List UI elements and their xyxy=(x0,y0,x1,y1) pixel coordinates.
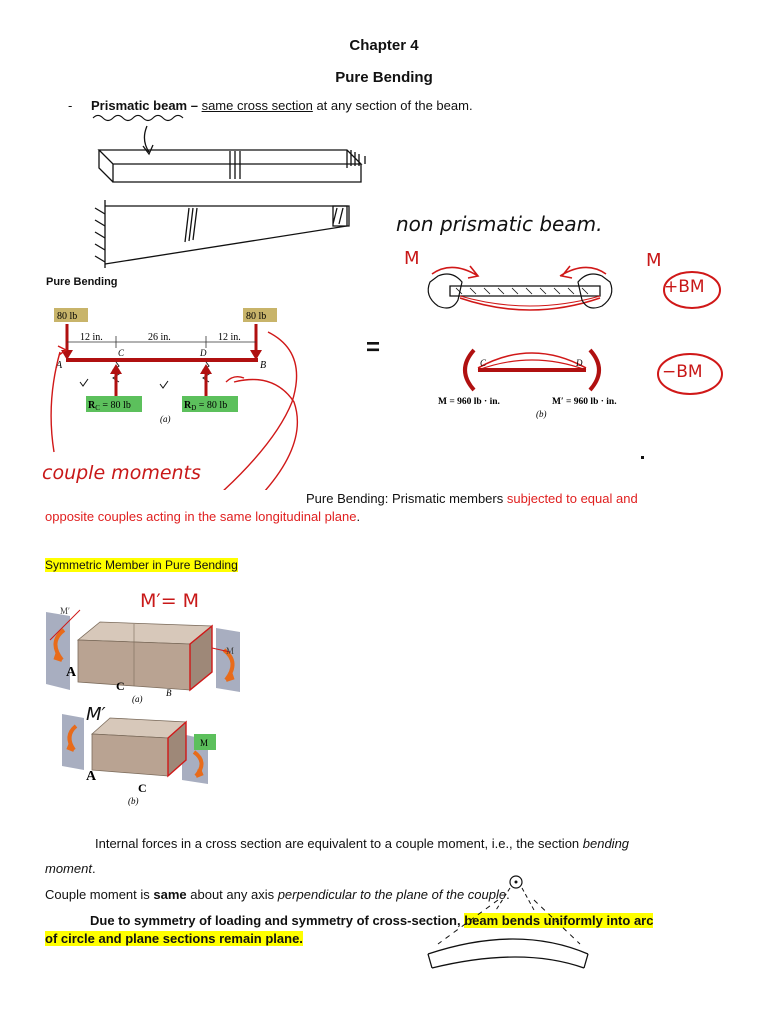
point-d: D xyxy=(200,348,207,358)
symmetry-highlight-1: beam bends uniformly into arc xyxy=(464,913,654,928)
beam-bar xyxy=(478,368,586,372)
point-a: A xyxy=(56,360,63,371)
tapered-beam-sketch xyxy=(95,200,349,268)
point-c: C xyxy=(118,348,125,358)
couple-bold: same xyxy=(153,887,187,902)
moment-arc-right xyxy=(590,350,599,390)
hw-m-left: M xyxy=(404,248,420,269)
prismatic-rest: at any section of the beam. xyxy=(312,98,473,113)
figure-a-caption: (a) xyxy=(160,414,171,424)
couple-italic: perpendicular to the plane of the couple xyxy=(277,887,507,902)
definition-suffix: . xyxy=(356,509,361,524)
definition-red-1: subjected to equal and xyxy=(506,491,638,506)
symmetric-heading xyxy=(45,558,238,572)
definition-prefix: Pure Bending: Prismatic members xyxy=(306,491,507,506)
equals-sign: = xyxy=(366,334,381,361)
chapter-title: Chapter 4 xyxy=(349,37,419,54)
beam-sketches xyxy=(85,108,385,278)
dim-middle: 26 in. xyxy=(148,332,171,343)
hw-moment-equation: M′= M xyxy=(140,590,200,612)
pure-bending-definition-line2 xyxy=(45,508,360,526)
label-a: A xyxy=(66,665,77,680)
label-b: B xyxy=(166,688,172,698)
load-left-label: 80 lb xyxy=(57,311,78,322)
end-plate-right xyxy=(216,628,240,692)
couple-end: . xyxy=(506,887,510,902)
non-prismatic-note: non prismatic beam. xyxy=(396,212,603,236)
internal-forces-part1: Internal forces in a cross section are equivalent to a couple moment, i.e., the section xyxy=(95,836,583,851)
end-plate-left xyxy=(62,714,84,770)
internal-forces-text xyxy=(95,835,629,853)
couple-moments-note: couple moments xyxy=(42,462,201,484)
symmetry-highlight-2: of circle and plane sections remain plane. xyxy=(45,931,303,946)
couple-part1: Couple moment is xyxy=(45,887,154,902)
prismatic-term: Prismatic beam – xyxy=(91,98,198,113)
stray-dot xyxy=(641,456,644,459)
figure-b-caption: (b) xyxy=(536,409,547,419)
figure-c-caption: (a) xyxy=(132,694,143,704)
moment-right-label: M′ = 960 lb · in. xyxy=(552,397,617,407)
moment-word: moment xyxy=(45,861,92,876)
load-right-label: 80 lb xyxy=(246,311,267,322)
positive-bm-label: +BM xyxy=(664,277,705,297)
point-d: D xyxy=(576,358,583,368)
negative-bm-label: −BM xyxy=(662,362,703,382)
label-c: C xyxy=(138,781,147,795)
hand-bending-sketch xyxy=(420,252,620,322)
couple-part2: about any axis xyxy=(186,887,278,902)
moment-left-label: M = 960 lb · in. xyxy=(438,397,500,407)
internal-forces-italic: bending xyxy=(582,836,630,851)
point-b: B xyxy=(260,360,267,371)
pure-bending-definition xyxy=(306,490,638,508)
label-m: M xyxy=(200,738,209,748)
dim-right: 12 in. xyxy=(218,332,241,343)
prismatic-underlined: same cross section xyxy=(201,98,313,113)
moment-arc-left xyxy=(465,350,474,390)
pure-bending-label: Pure Bending xyxy=(46,276,118,288)
symmetry-bold: Due to symmetry of loading and symmetry of cross-section, xyxy=(90,913,465,928)
point-c: C xyxy=(480,358,487,368)
hw-m-right: M xyxy=(646,250,662,271)
figure-c-block-member xyxy=(40,600,250,704)
definition-red-2: opposite couples acting in the same longitudinal plane xyxy=(45,509,357,524)
arc-sketch xyxy=(410,870,610,990)
figure-d-block-member xyxy=(58,704,228,808)
label-m-prime: M′ xyxy=(86,704,106,725)
label-a: A xyxy=(86,769,97,784)
wavy-underline xyxy=(93,116,183,121)
page-title: Pure Bending xyxy=(335,69,433,86)
moment-period: . xyxy=(91,861,96,876)
symmetric-heading-text: Symmetric Member in Pure Bending xyxy=(45,558,238,572)
figure-b-bent-beam xyxy=(430,346,650,422)
internal-forces-line2 xyxy=(45,860,96,878)
label-m-prime: M′ xyxy=(60,606,70,616)
prismatic-beam-sketch xyxy=(99,150,365,182)
figure-d-caption: (b) xyxy=(128,796,139,806)
label-c: C xyxy=(116,679,125,693)
reaction-d-label: $R_D = 80$ lb xyxy=(184,400,228,412)
symmetry-line2 xyxy=(45,930,303,948)
reaction-c-label: $R_C = 80$ lb xyxy=(88,400,131,412)
dim-left: 12 in. xyxy=(80,332,103,343)
bullet-dash: - xyxy=(68,98,73,113)
label-m: M xyxy=(226,646,235,656)
